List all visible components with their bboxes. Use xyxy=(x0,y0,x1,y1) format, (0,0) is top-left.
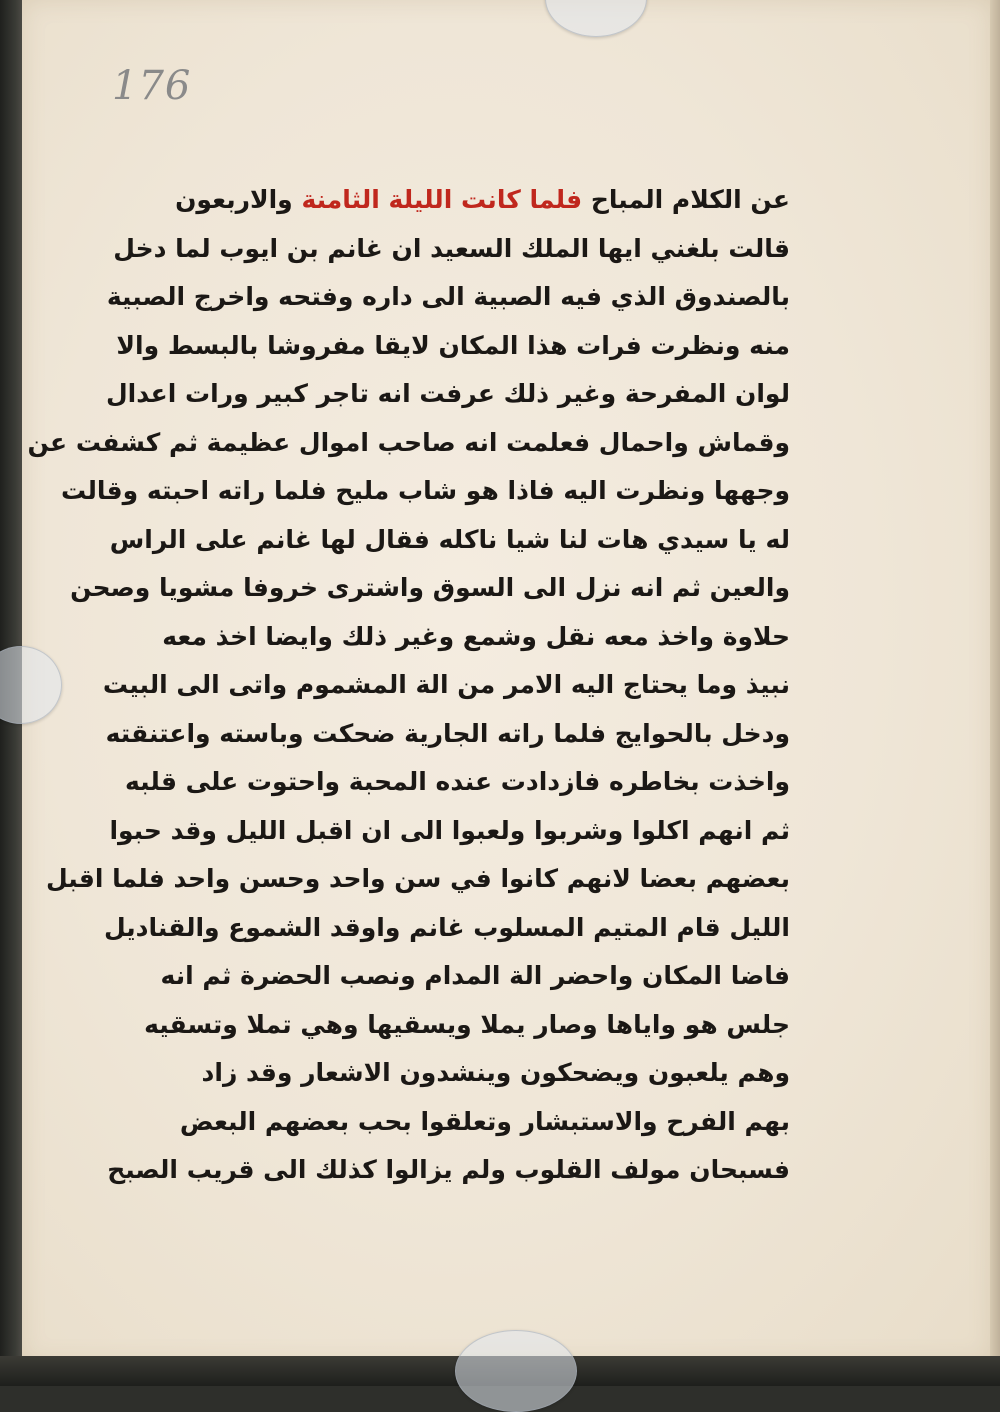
text-line-1 xyxy=(175,176,790,225)
text-line-16: الليل قام المتيم المسلوب غانم واوقد الشموع والقناديل xyxy=(103,912,790,942)
text-line-18: جلس هو واياها وصار يملا ويسقيها وهي تملا وتسقيه xyxy=(144,1009,790,1039)
text-line-11: نبيذ وما يحتاج اليه الامر من الة المشموم واتى الى البيت xyxy=(102,670,790,699)
text-line-12: ودخل بالحوايج فلما راته الجارية ضحكت وباسته واعتنقته xyxy=(105,718,790,748)
text-line-5: لوان المفرحة وغير ذلك عرفت انه تاجر كبير ورات اعدال xyxy=(105,379,790,408)
page-edge xyxy=(990,0,1000,1362)
text-line-2: قالت بلغني ايها الملك السعيد ان غانم بن ايوب لما دخل xyxy=(113,233,790,263)
text-line-13: واخذت بخاطره فازدادت عنده المحبة واحتوت على قلبه xyxy=(125,767,790,796)
page-clip-bottom xyxy=(455,1330,577,1412)
manuscript-text xyxy=(27,176,790,1184)
text-line-10: حلاوة واخذ معه نقل وشمع وغير ذلك وايضا اخذ معه xyxy=(162,621,790,651)
text-line-8: له يا سيدي هات لنا شيا ناكله فقال لها غانم على الراس xyxy=(109,524,790,554)
text-line-6: وقماش واحمال فعلمت انه صاحب اموال عظيمة ثم كشفت عن xyxy=(27,427,790,457)
folio-number: 176 xyxy=(112,63,192,109)
text-line-9: والعين ثم انه نزل الى السوق واشترى خروفا مشويا وصحن xyxy=(70,573,790,602)
text-line-19: وهم يلعبون ويضحكون وينشدون الاشعار وقد زاد xyxy=(201,1058,790,1087)
text-line-7: وجهها ونظرت اليه فاذا هو شاب مليح فلما راته احبته وقالت xyxy=(61,476,790,505)
text-line-3: بالصندوق الذي فيه الصبية الى داره وفتحه واخرج الصبية xyxy=(106,282,790,311)
text-line-4: منه ونظرت فرات هذا المكان لايقا مفروشا بالبسط والا xyxy=(116,330,790,360)
text-line-14: ثم انهم اكلوا وشربوا ولعبوا الى ان اقبل الليل وقد حبوا xyxy=(109,815,790,845)
text-line-21: فسبحان مولف القلوب ولم يزالوا كذلك الى قريب الصبح xyxy=(107,1155,790,1184)
text-line-17: فاضا المكان واحضر الة المدام ونصب الحضرة ثم انه xyxy=(160,961,790,990)
line-1-end: والاربعون xyxy=(175,185,302,214)
rubric-heading: فلما كانت الليلة الثامنة xyxy=(301,185,583,214)
line-1-start: عن الكلام المباح xyxy=(582,185,790,214)
text-line-15: بعضهم بعضا لانهم كانوا في سن واحد وحسن واحد فلما اقبل xyxy=(45,864,790,893)
text-line-20: بهم الفرح والاستبشار وتعلقوا بحب بعضهم البعض xyxy=(179,1106,790,1136)
